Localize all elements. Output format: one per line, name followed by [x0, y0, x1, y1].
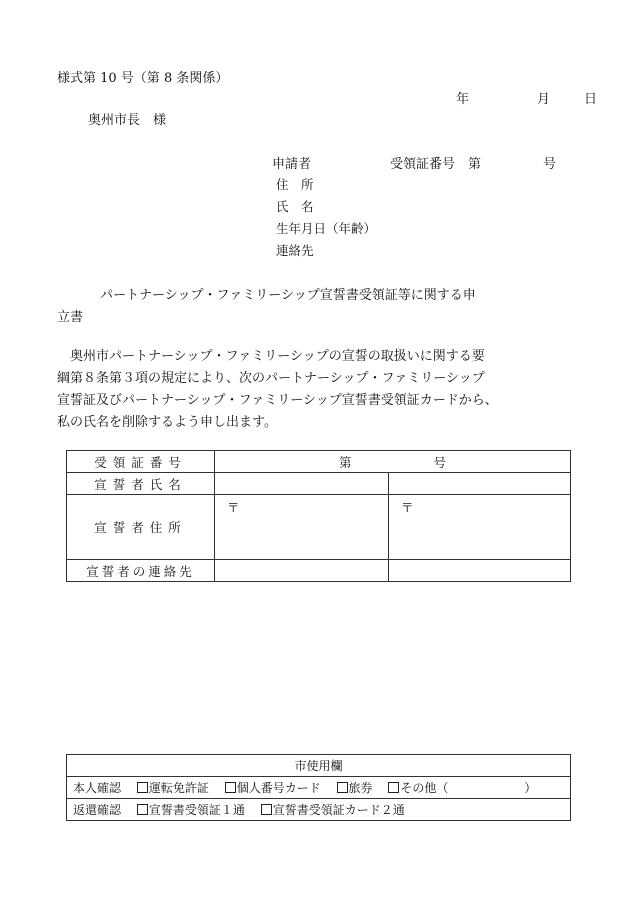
postal-mark: 〒 — [227, 500, 240, 515]
identity-check-label: 本人確認 — [73, 781, 122, 795]
declarant-address-input-2[interactable] — [389, 495, 571, 560]
document-title-line1: パートナーシップ・ファミリーシップ宣誓書受領証等に関する申 — [100, 288, 476, 303]
declarant-address-label: 宣誓者住所 — [67, 495, 215, 560]
return-check-row — [67, 799, 571, 821]
declarant-contact-input-1[interactable] — [215, 560, 389, 582]
declarant-name-label: 宣誓者氏名 — [67, 473, 215, 495]
field-address: 住 所 — [276, 177, 314, 192]
table-row — [67, 799, 571, 821]
table-row — [67, 777, 571, 799]
option-my-number-card: 個人番号カード — [236, 781, 321, 795]
table-row — [67, 473, 571, 495]
declarant-contact-input-2[interactable] — [389, 560, 571, 582]
checkbox-return-certificate[interactable] — [137, 804, 148, 815]
table-row — [67, 755, 571, 777]
declarant-address-input-1[interactable] — [215, 495, 389, 560]
option-other: その他（ — [400, 781, 449, 795]
date-day: 日 — [584, 92, 598, 107]
applicant-fields — [276, 174, 376, 262]
body-line: 宣誓証及びパートナーシップ・ファミリーシップ宣誓書受領証カードから、 — [57, 393, 498, 408]
return-check-label: 返還確認 — [73, 803, 122, 817]
field-contact: 連絡先 — [276, 243, 314, 258]
applicant-cert-number — [390, 153, 556, 172]
body-line: 私の氏名を削除するよう申し出ます。 — [57, 415, 277, 430]
cert-number-cell[interactable] — [215, 451, 571, 473]
checkbox-my-number-card[interactable] — [225, 782, 236, 793]
cert-number-label: 受領証番号 第 — [390, 157, 482, 172]
date-month: 月 — [537, 92, 551, 107]
option-return-card: 宣誓書受領証カード２通 — [272, 803, 405, 817]
body-line: 綱第８条第３項の規定により、次のパートナーシップ・ファミリーシップ — [57, 371, 485, 386]
declaration-table — [66, 450, 571, 582]
declarant-name-input-1[interactable] — [215, 473, 389, 495]
cert-number-prefix: 第 — [338, 454, 352, 470]
checkbox-drivers-license[interactable] — [137, 782, 148, 793]
identity-check-row — [67, 777, 571, 799]
option-drivers-license: 運転免許証 — [148, 781, 209, 795]
body-line: 奥州市パートナーシップ・ファミリーシップの宣誓の取扱いに関する要 — [57, 349, 485, 364]
city-use-table — [66, 754, 571, 821]
checkbox-other[interactable] — [388, 782, 399, 793]
addressee: 奥州市長 様 — [88, 113, 167, 128]
option-return-certificate: 宣誓書受領証１通 — [148, 803, 245, 817]
cert-number-cell-label: 受領証番号 — [67, 451, 215, 473]
body-paragraph — [57, 346, 498, 434]
declarant-name-input-2[interactable] — [389, 473, 571, 495]
form-number-label: 様式第 10 号（第 8 条関係） — [57, 71, 229, 86]
date-year: 年 — [456, 92, 470, 107]
cert-number-suffix: 号 — [543, 157, 557, 172]
city-use-heading: 市使用欄 — [67, 755, 571, 777]
field-name: 氏 名 — [276, 199, 314, 214]
table-row — [67, 560, 571, 582]
date-line — [456, 88, 597, 107]
field-birthdate: 生年月日（年齢） — [276, 221, 377, 236]
postal-mark: 〒 — [401, 500, 414, 515]
table-row — [67, 495, 571, 560]
option-passport: 旅券 — [348, 781, 373, 795]
checkbox-passport[interactable] — [337, 782, 348, 793]
cert-number-suffix-cell: 号 — [433, 454, 447, 470]
declarant-contact-label: 宣誓者の連絡先 — [67, 560, 215, 582]
option-other-close: ） — [524, 781, 537, 795]
table-row — [67, 451, 571, 473]
document-title-line2: 立書 — [57, 310, 84, 325]
applicant-label: 申請者 — [272, 157, 312, 172]
checkbox-return-card[interactable] — [261, 804, 272, 815]
